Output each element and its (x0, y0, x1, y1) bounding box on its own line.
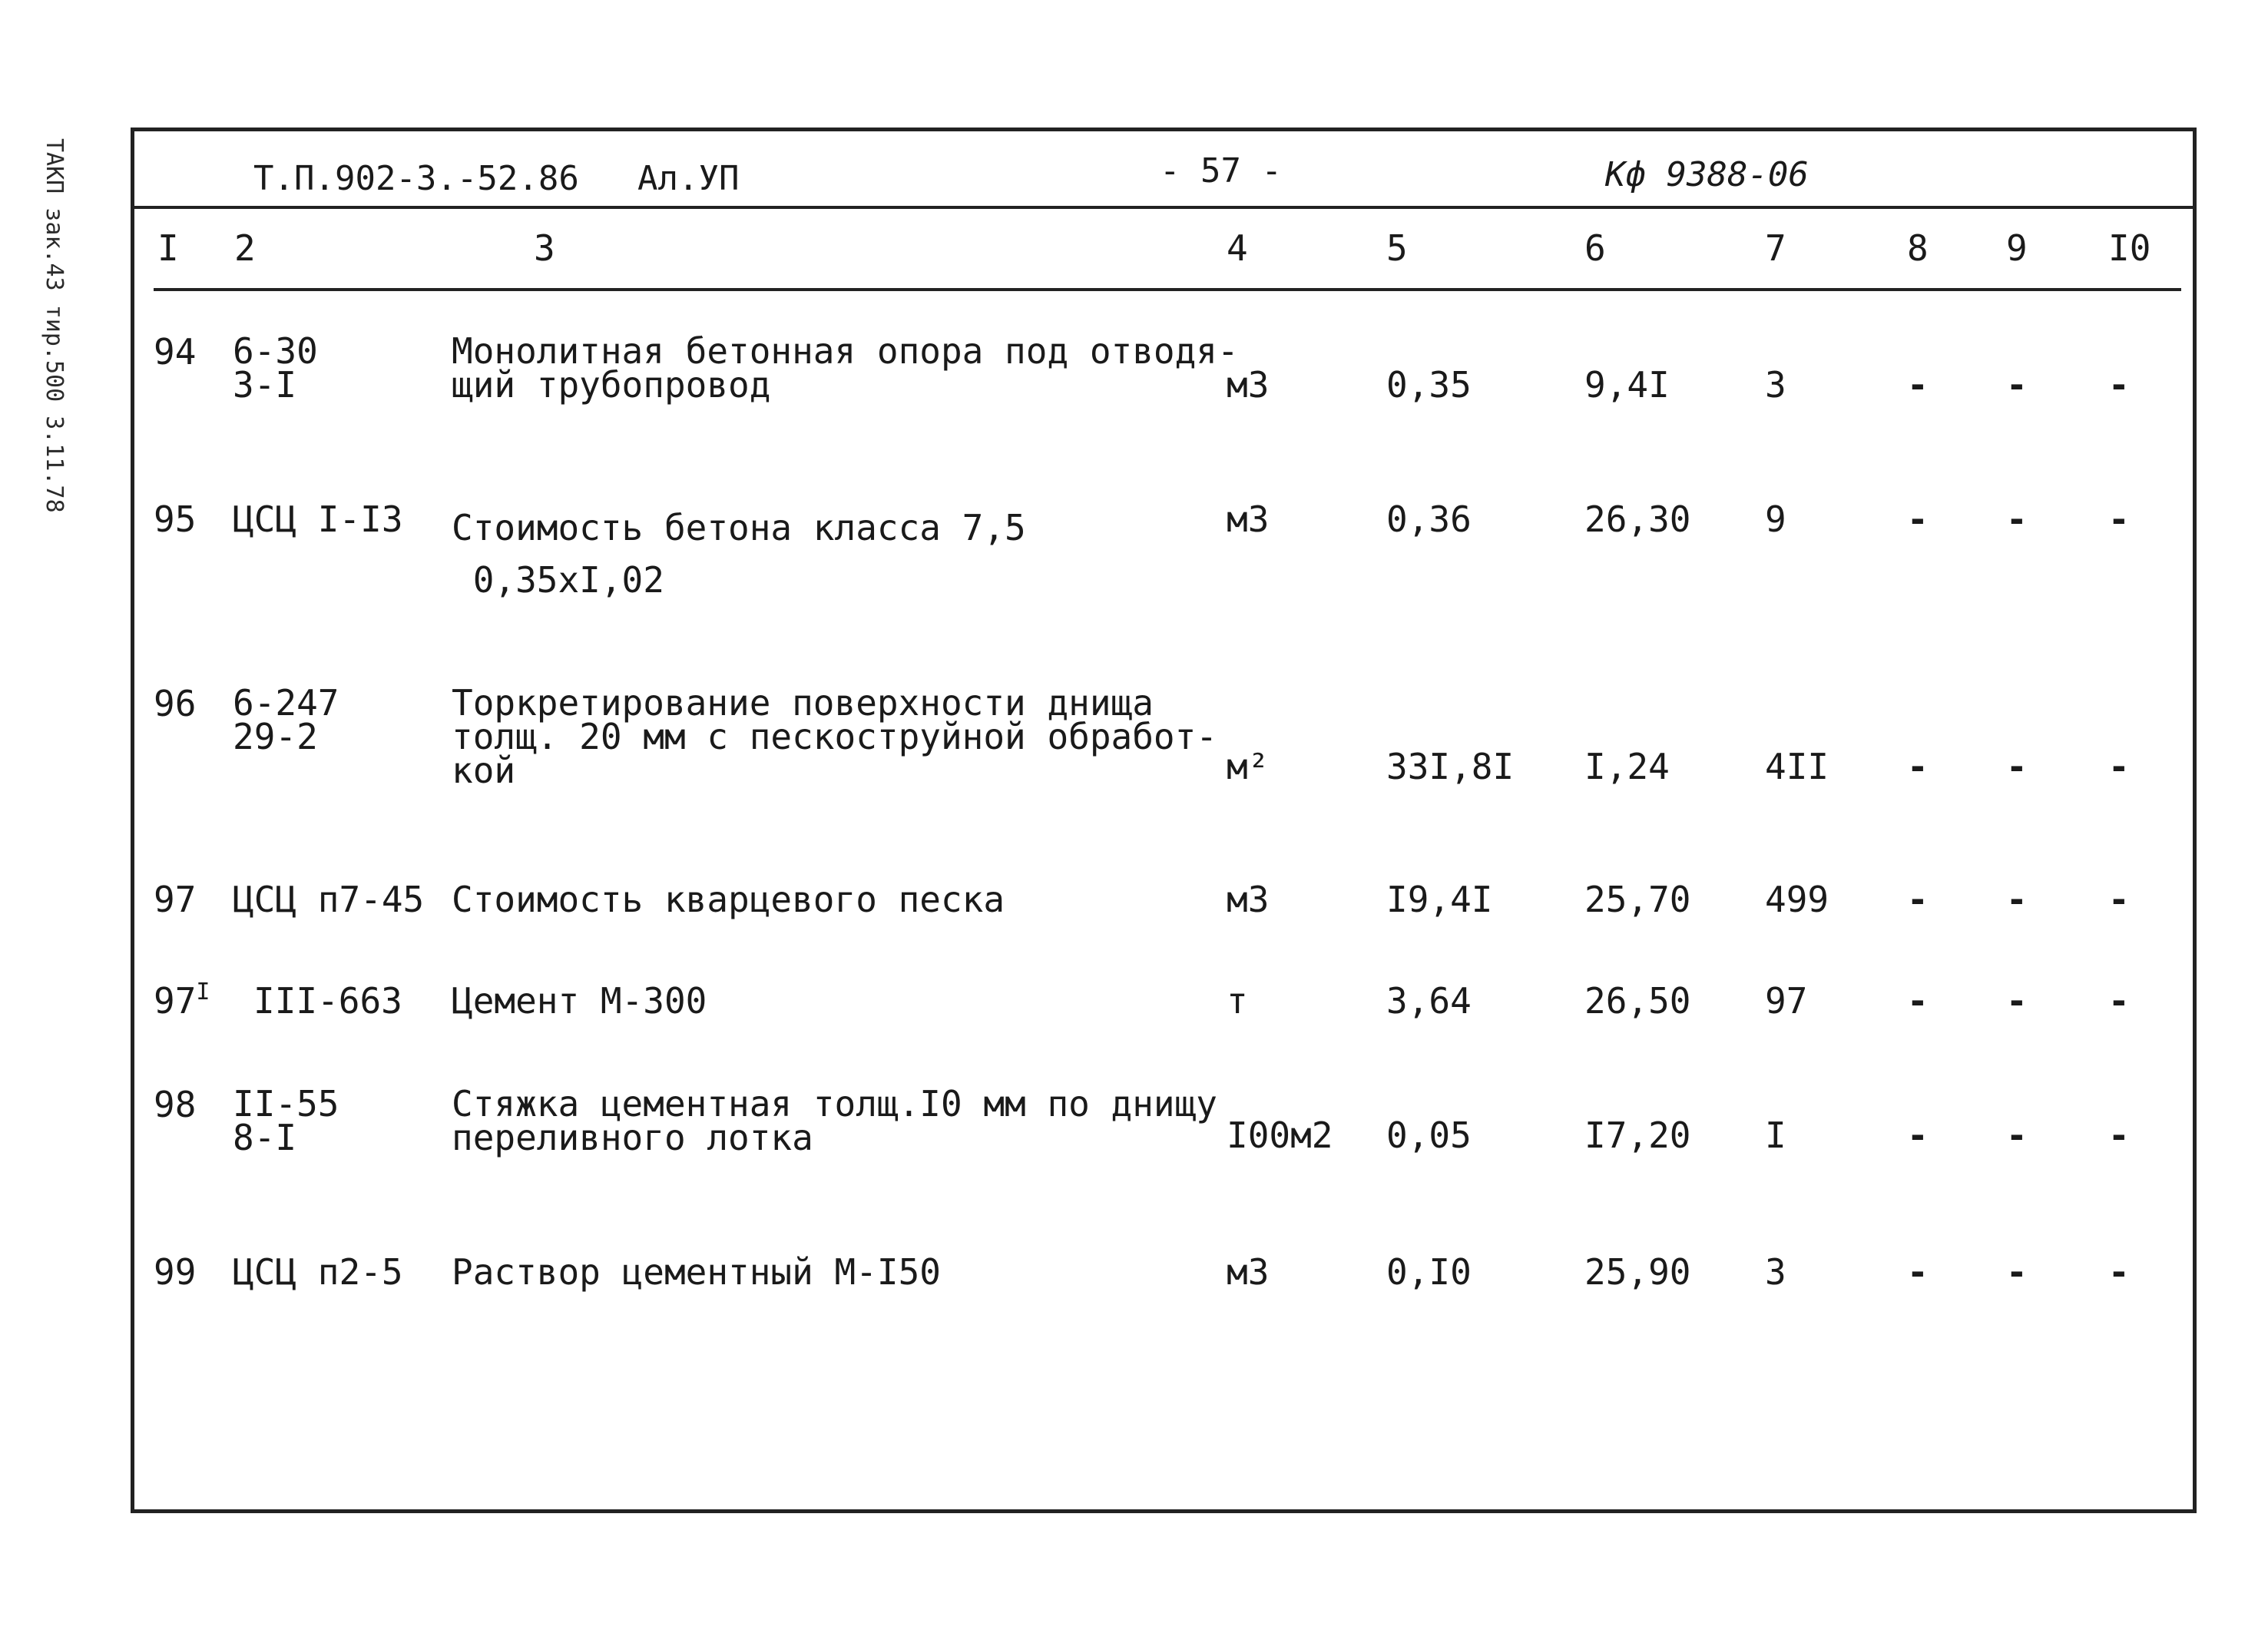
row-number: 94 (154, 331, 197, 373)
col10-dash: - (2108, 879, 2130, 920)
col9-dash: - (2006, 746, 2028, 787)
col9-dash: - (2006, 1115, 2028, 1156)
reference-code: Кф 9388-06 (1605, 155, 1809, 194)
quantity: 33I,8I (1386, 746, 1515, 787)
col10-dash: - (2108, 1251, 2130, 1293)
col10-dash: - (2108, 980, 2130, 1022)
quantity: I9,4I (1386, 879, 1493, 920)
col9-dash: - (2006, 879, 2028, 920)
item-description: Стяжка цементная толщ.I0 мм по днищу переливного лотка (452, 1083, 1217, 1158)
col9-dash: - (2006, 499, 2028, 540)
total-cost: 9 (1765, 499, 1786, 540)
col9-dash: - (2006, 364, 2028, 406)
total-cost: 3 (1765, 1251, 1786, 1293)
quantity: 3,64 (1386, 980, 1472, 1022)
col-header-3: 3 (534, 227, 555, 269)
col-header-9: 9 (2006, 227, 2028, 269)
row-number: 98 (154, 1084, 197, 1125)
quantity: 0,I0 (1386, 1251, 1472, 1293)
quantity: 0,35 (1386, 364, 1472, 406)
item-description: Стоимость бетона класса 7,5 0,35хI,02 (452, 507, 1026, 601)
item-description: Торкретирование поверхности днища толщ. 20 мм с пескоструйной обработ- кой (452, 682, 1217, 791)
col8-dash: - (1907, 1251, 1929, 1293)
col8-dash: - (1907, 499, 1929, 540)
album-label: Ал.УП (637, 159, 740, 198)
col8-dash: - (1907, 980, 1929, 1022)
col-header-10: I0 (2108, 227, 2151, 269)
row-number: 99 (154, 1251, 197, 1293)
unit: т (1227, 980, 1248, 1022)
unit: м3 (1227, 879, 1270, 920)
quantity: 0,36 (1386, 499, 1472, 540)
col8-dash: - (1907, 746, 1929, 787)
row-number: 95 (154, 499, 197, 540)
row-number: 97 (154, 879, 197, 920)
col9-dash: - (2006, 980, 2028, 1022)
total-cost: 97 (1765, 980, 1808, 1022)
col9-dash: - (2006, 1251, 2028, 1293)
rate-code: 6-30 3-I (233, 330, 318, 406)
total-cost: 3 (1765, 364, 1786, 406)
rate-code: 6-247 29-2 (233, 682, 339, 757)
unit: м3 (1227, 499, 1270, 540)
unit: I00м2 (1227, 1115, 1333, 1156)
doc-code: Т.П.902-3.-52.86 (253, 159, 579, 198)
col-header-6: 6 (1584, 227, 1606, 269)
col10-dash: - (2108, 1115, 2130, 1156)
total-cost: 4II (1765, 746, 1829, 787)
rate-code: III-663 (253, 980, 402, 1022)
unit-price: 25,70 (1584, 879, 1691, 920)
side-stamp: ТАКП зак.43 тир.500 3.11.78 (41, 138, 68, 513)
rate-code: ЦСЦ п2-5 (233, 1251, 403, 1293)
col-header-5: 5 (1386, 227, 1408, 269)
col-header-2: 2 (234, 227, 256, 269)
col-header-1: I (157, 227, 179, 269)
col-header-7: 7 (1765, 227, 1786, 269)
unit-price: I7,20 (1584, 1115, 1691, 1156)
unit: м3 (1227, 364, 1270, 406)
page-number: - 57 - (1160, 151, 1282, 190)
unit-price: 26,30 (1584, 499, 1691, 540)
row-number: $97^I$ (154, 979, 210, 1022)
item-description: Раствор цементный М-I50 (452, 1251, 941, 1293)
col-header-8: 8 (1907, 227, 1929, 269)
unit: м3 (1227, 1251, 1270, 1293)
col8-dash: - (1907, 364, 1929, 406)
unit-price: 25,90 (1584, 1251, 1691, 1293)
rate-code: ЦСЦ I-I3 (233, 499, 403, 540)
item-description: Стоимость кварцевого песка (452, 879, 1005, 920)
header-divider (131, 206, 2197, 209)
col10-dash: - (2108, 364, 2130, 406)
quantity: 0,05 (1386, 1115, 1472, 1156)
unit: м² (1227, 746, 1270, 787)
item-description: Цемент М-300 (452, 980, 707, 1022)
col-header-4: 4 (1227, 227, 1248, 269)
col10-dash: - (2108, 499, 2130, 540)
rate-code: ЦСЦ п7-45 (233, 879, 425, 920)
col8-dash: - (1907, 879, 1929, 920)
columns-divider (154, 288, 2181, 291)
unit-price: 9,4I (1584, 364, 1670, 406)
col8-dash: - (1907, 1115, 1929, 1156)
row-number-superscript: I (196, 979, 210, 1005)
rate-code: II-55 8-I (233, 1083, 339, 1158)
total-cost: I (1765, 1115, 1786, 1156)
total-cost: 499 (1765, 879, 1829, 920)
row-number: 96 (154, 683, 197, 724)
col10-dash: - (2108, 746, 2130, 787)
unit-price: 26,50 (1584, 980, 1691, 1022)
unit-price: I,24 (1584, 746, 1670, 787)
item-description: Монолитная бетонная опора под отводя- щий трубопровод (452, 330, 1239, 406)
